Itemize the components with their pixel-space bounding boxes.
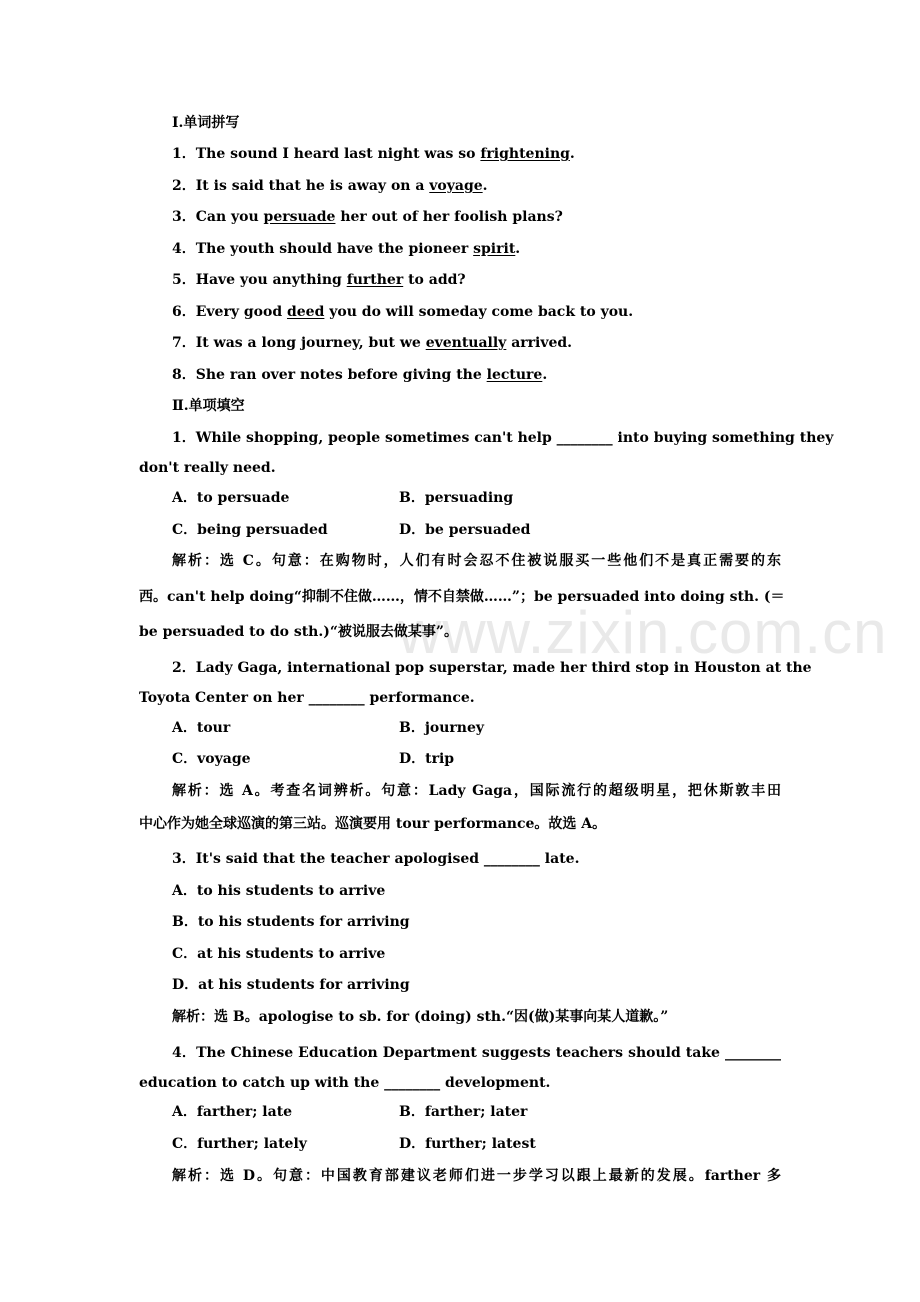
option-b: B．journey xyxy=(399,720,485,736)
explanation-4-line1: 解析：选 D。句意：中国教育部建议老师们进一步学习以跟上最新的发展。farther 多 xyxy=(172,1168,781,1184)
option-d: D．be persuaded xyxy=(399,522,531,538)
spelling-item: 2．It is said that he is away on a voyage. xyxy=(172,178,488,194)
watermark: www.zixin.com.cn xyxy=(398,599,888,666)
spelling-item: 3．Can you persuade her out of her foolish plans? xyxy=(172,209,563,225)
answer-word: frightening xyxy=(480,146,570,162)
spelling-item: 6．Every good deed you do will someday come back to you. xyxy=(172,304,634,320)
explanation-2-line2: 中心作为她全球巡演的第三站。巡演要用 tour performance。故选 A。 xyxy=(139,816,607,832)
explanation-1-line2: 西。can't help doing“抑制不住做……，情不自禁做……”；be persuaded into doing sth. (＝ xyxy=(139,589,785,605)
spelling-item: 7．It was a long journey, but we eventually arrived. xyxy=(172,335,573,351)
explanation-1-line3: be persuaded to do sth.)“被说服去做某事”。 xyxy=(139,624,458,640)
answer-word: persuade xyxy=(263,209,336,225)
spelling-item: 8．She ran over notes before giving the lecture. xyxy=(172,367,548,383)
answer-word: eventually xyxy=(425,335,507,351)
question-2-line2: Toyota Center on her ________ performance. xyxy=(139,690,475,706)
option-a: A．to his students to arrive xyxy=(172,883,386,899)
option-d: D．at his students for arriving xyxy=(172,977,410,993)
option-b: B．to his students for arriving xyxy=(172,914,410,930)
answer-word: further xyxy=(346,272,404,288)
question-1-line1: 1．While shopping, people sometimes can't help ________ into buying something they xyxy=(172,430,834,446)
spelling-item: 4．The youth should have the pioneer spirit. xyxy=(172,241,521,257)
option-b: B．persuading xyxy=(399,490,514,506)
explanation-1-line1: 解析：选 C。句意：在购物时，人们有时会忍不住被说服买一些他们不是真正需要的东 xyxy=(172,553,781,569)
option-b: B．farther; later xyxy=(399,1104,528,1120)
option-d: D．further; latest xyxy=(399,1136,536,1152)
question-1-line2: don't really need. xyxy=(139,460,276,476)
option-d: D．trip xyxy=(399,751,455,767)
option-a: A．to persuade xyxy=(172,490,290,506)
question-3-line1: 3．It's said that the teacher apologised ________ late. xyxy=(172,851,580,867)
option-a: A．farther; late xyxy=(172,1104,293,1120)
spelling-item: 1．The sound I heard last night was so frightening. xyxy=(172,146,575,162)
section1-title: Ⅰ.单词拼写 xyxy=(172,115,240,131)
answer-word: lecture xyxy=(486,367,543,383)
section2-title: Ⅱ.单项填空 xyxy=(172,398,245,414)
option-c: C．at his students to arrive xyxy=(172,946,386,962)
option-a: A．tour xyxy=(172,720,231,736)
answer-word: spirit xyxy=(473,241,516,257)
spelling-item: 5．Have you anything further to add? xyxy=(172,272,466,288)
answer-word: voyage xyxy=(429,178,483,194)
option-c: C．voyage xyxy=(172,751,251,767)
answer-word: deed xyxy=(286,304,325,320)
question-2-line1: 2．Lady Gaga, international pop superstar, made her third stop in Houston at the xyxy=(172,660,812,676)
question-4-line2: education to catch up with the ________ development. xyxy=(139,1075,551,1091)
question-4-line1: 4．The Chinese Education Department suggests teachers should take ________ xyxy=(172,1045,781,1061)
explanation-2-line1: 解析：选 A。考查名词辨析。句意：Lady Gaga，国际流行的超级明星，把休斯敦丰田 xyxy=(172,783,781,799)
option-c: C．further; lately xyxy=(172,1136,307,1152)
explanation-3-line1: 解析：选 B。apologise to sb. for (doing) sth.“因(做)某事向某人道歉。” xyxy=(172,1009,669,1025)
option-c: C．being persuaded xyxy=(172,522,328,538)
